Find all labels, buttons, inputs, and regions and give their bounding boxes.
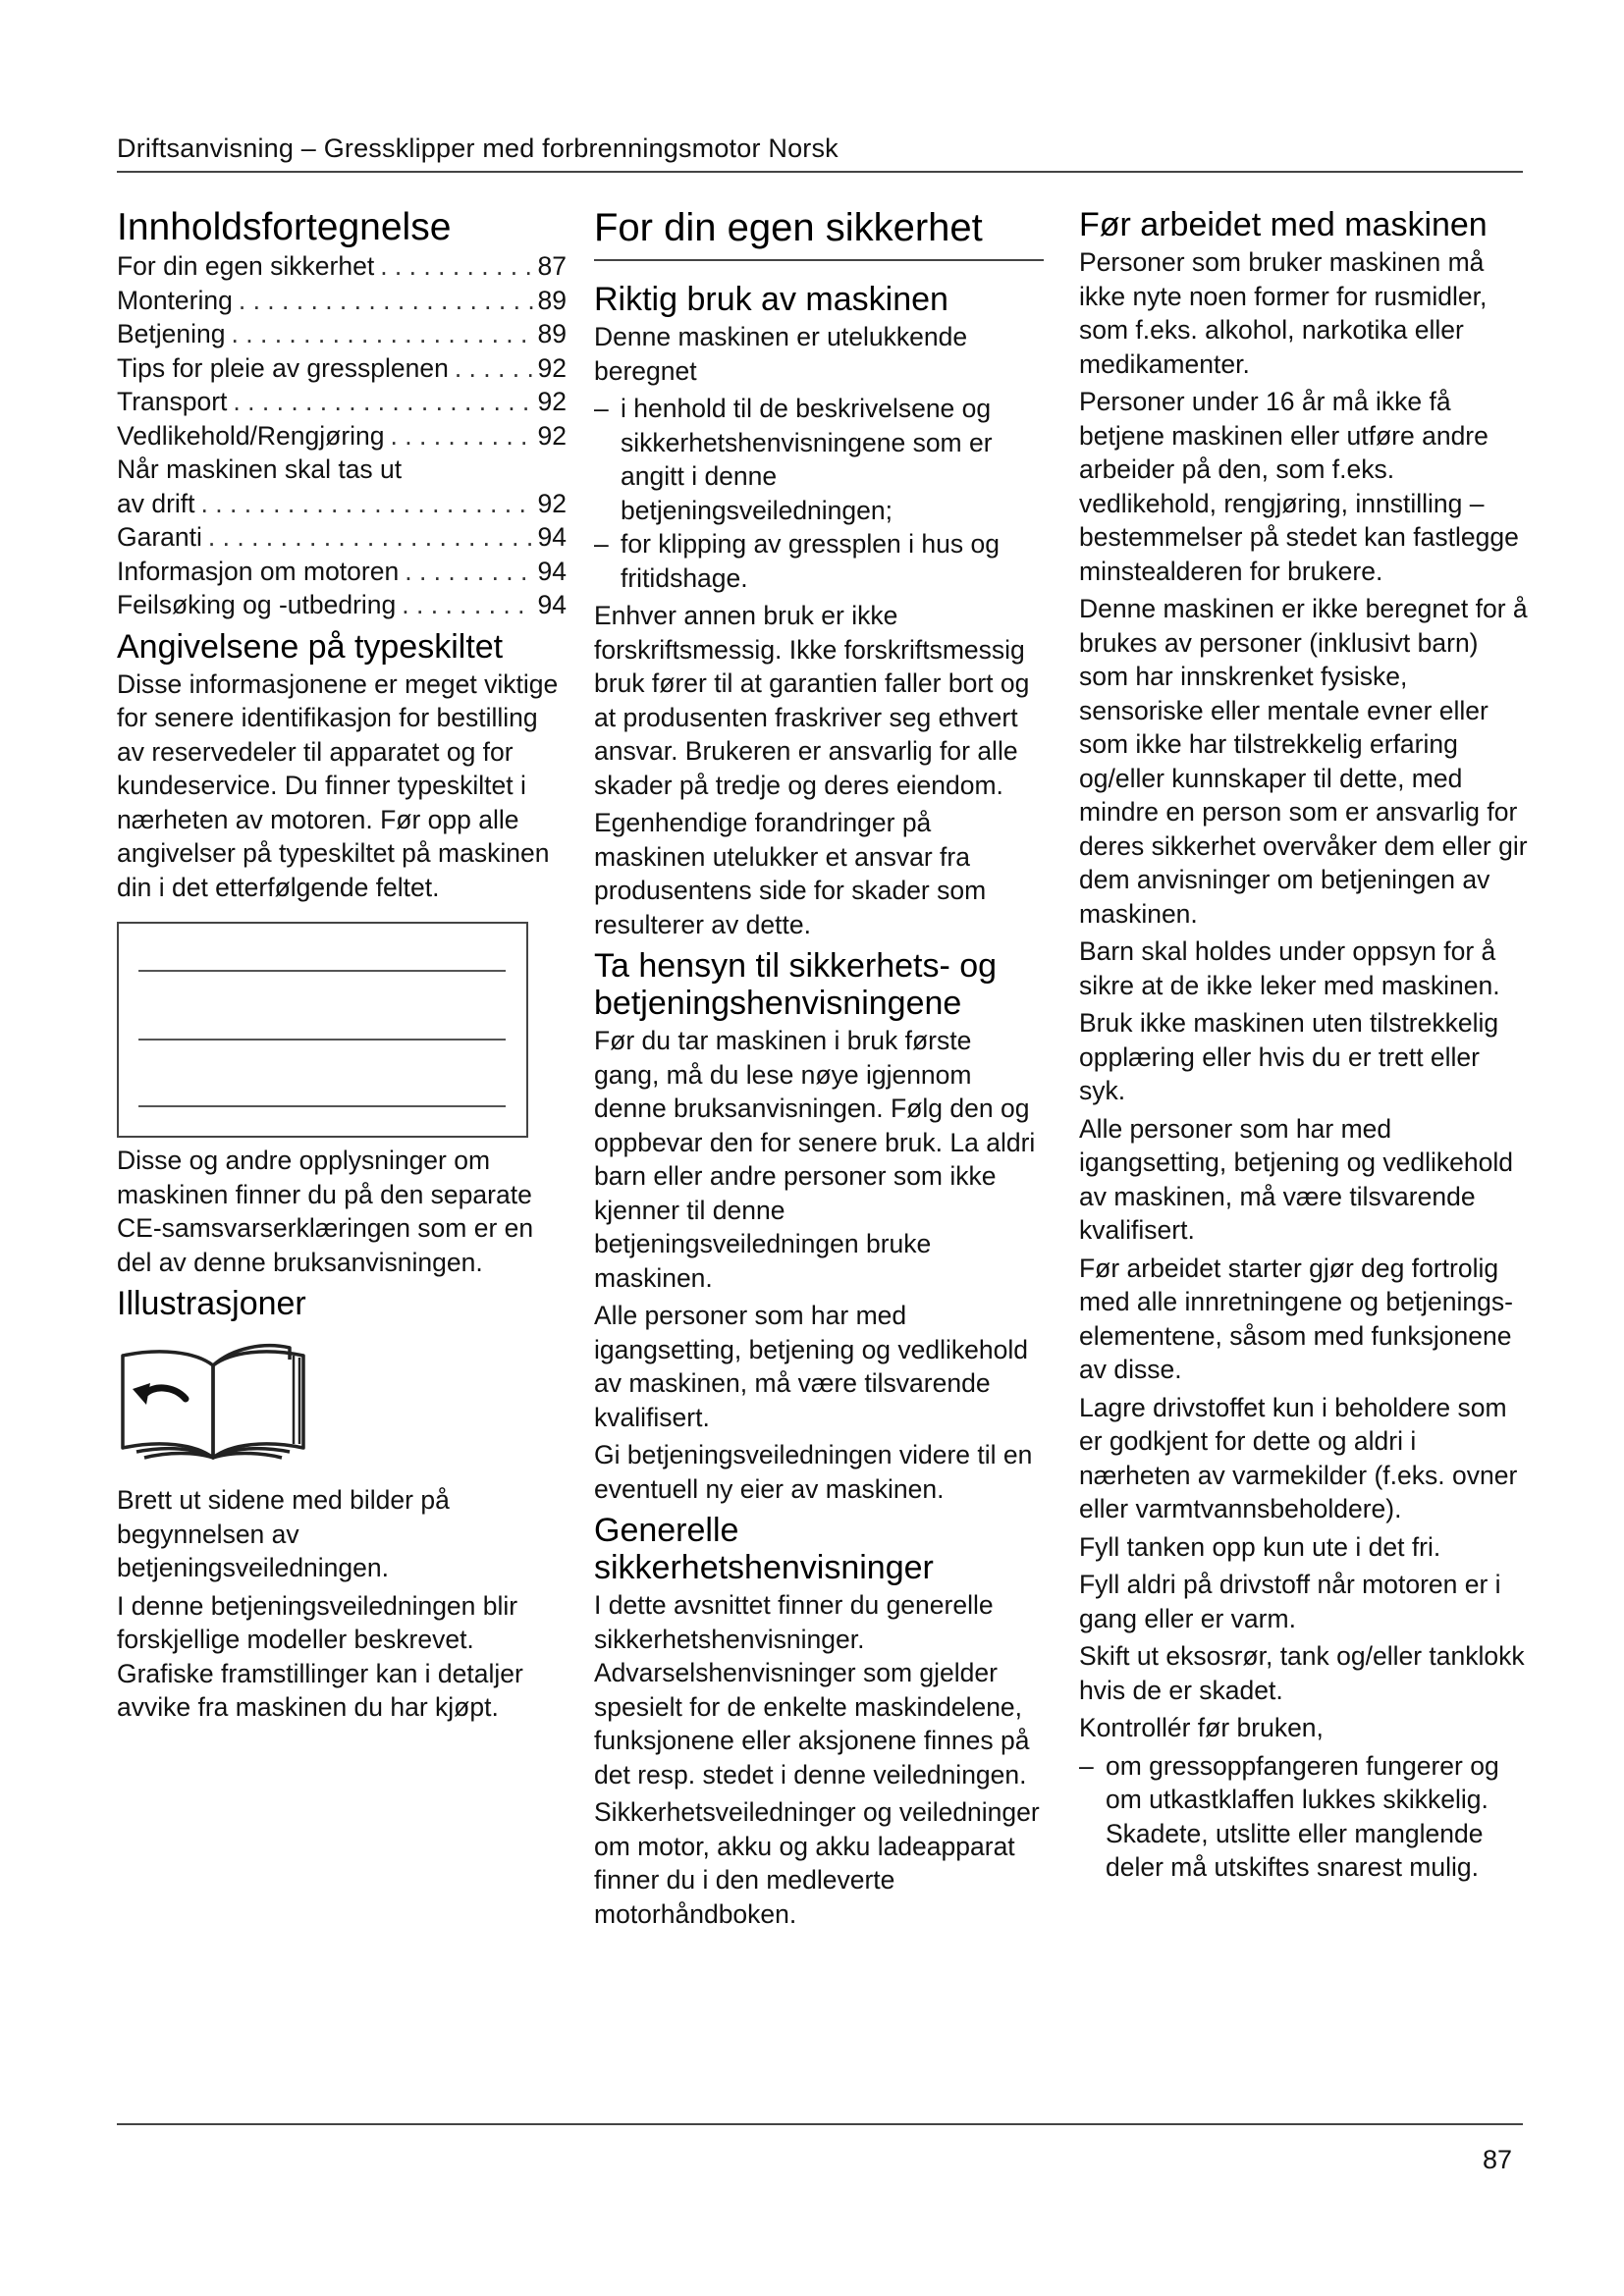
proper-use-intro: Denne maskinen er utelukkende beregnet — [594, 322, 968, 386]
toc-entry[interactable]: Tips for pleie av gressplenen . . . 92 — [117, 351, 567, 386]
typeplate-after-text: Disse og andre opplysninger om maskinen finner du på den separate CE-samsvarserklæringen som er en del av denne bruksanvisningen. — [117, 1146, 534, 1277]
header-divider — [117, 171, 1523, 173]
typeplate-text: Disse informasjonene er meget viktige for senere identifikasjon for bestilling av reservedeler til apparatet og for kundeservice. Du finner typeskiltet i nærheten av motoren. Før opp alle angivelser på typeskiltet på maskinen din i det etterfølgende feltet. — [117, 668, 559, 902]
before-work-paragraph: Denne maskinen er ikke beregnet for å brukes av personer (inklusivt barn) som har innskrenket fysiske, sensoriske eller mentale evner eller som ikke har tilstrekkelig erfaring og/eller kunnskaper til dette, med mindre en person som er ansvarlig for deres sikkerhet overvåker dem eller gir dem anvisninger om betjeningen av maskinen. — [1079, 594, 1528, 929]
proper-use-text-1: Enhver annen bruk er ikke forskriftsmessig. Ikke forskriftsmessig bruk fører til at garantien faller bort og at produsenten fraskriver seg ethvert ansvar. Brukeren er ansvarlig for alle skader på tredje og deres eiendom. — [594, 601, 1030, 800]
observe-text-3: Gi betjeningsveiledningen videre til en eventuell ny eier av maskinen. — [594, 1440, 1033, 1504]
before-work-paragraph: Personer som bruker maskinen må ikke nyte noen former for rusmidler, som f.eks. alkohol, narkotika eller medikamenter. — [1079, 247, 1488, 379]
safety-title: For din egen sikkerhet — [594, 206, 1044, 261]
toc-entry-line1: Når maskinen skal tas ut — [117, 454, 403, 484]
general-safety-heading: Generelle sikkerhetshenvisninger — [594, 1512, 934, 1586]
before-work-heading: Før arbeidet med maskinen — [1079, 206, 1488, 243]
toc-entry[interactable]: Vedlikehold/Rengjøring . . . 92 — [117, 419, 567, 454]
typeplate-heading: Angivelsene på typeskiltet — [117, 627, 504, 666]
before-work-paragraph: Kontrollér før bruken, — [1079, 1713, 1324, 1742]
running-header: Driftsanvisning – Gressklipper med forbrenningsmotor Norsk — [117, 133, 839, 163]
column-2 — [594, 206, 1044, 1935]
column-3 — [1079, 206, 1529, 1889]
toc-entry[interactable]: av drift . . . 92 — [117, 487, 567, 521]
before-work-paragraph: Personer under 16 år må ikke få betjene maskinen eller utføre andre arbeider på den, som f.eks. vedlikehold, rengjøring, innstilling – bestemmelser på stedet kan fastlegge minstealderen for brukere. — [1079, 387, 1519, 586]
fill-in-line[interactable] — [138, 970, 506, 972]
illustrations-heading: Illustrasjoner — [117, 1285, 306, 1322]
before-work-paragraph: Alle personer som har med igangsetting, betjening og vedlikehold av maskinen, må være tilsvarende kvalifisert. — [1079, 1113, 1513, 1245]
toc-entry[interactable]: Informasjon om motoren . . . 94 — [117, 555, 567, 589]
toc-entry[interactable]: Transport . . . 92 — [117, 385, 567, 419]
observe-text-2: Alle personer som har med igangsetting, betjening og vedlikehold av maskinen, må være tilsvarende kvalifisert. — [594, 1301, 1028, 1432]
toc-entry[interactable]: Garanti . . . 94 — [117, 520, 567, 555]
list-item: – for klipping av gressplen i hus og fritidshage. — [594, 529, 1000, 593]
observe-instructions-heading: Ta hensyn til sikkerhets- og betjeningshenvisningene — [594, 947, 998, 1022]
toc-entry[interactable]: Montering . . . 89 — [117, 284, 567, 318]
observe-text-1: Før du tar maskinen i bruk første gang, må du lese nøye igjennom denne bruksanvisningen. Følg den og oppbevar den for senere bruk. La aldri barn eller andre personer som ikke kjenner til denne betjeningsveiledningen bruke maskinen. — [594, 1026, 1036, 1293]
general-safety-text-1: I dette avsnittet finner du generelle sikkerhetshenvisninger. Advarselshenvisninger som gjelder spesielt for de enkelte maskindelene, funksjonene eller aksjonene finnes på det resp. stedet i denne veiledningen. — [594, 1590, 1030, 1789]
page-number: 87 — [1483, 2145, 1513, 2174]
before-work-paragraph: Fyll tanken opp kun ute i det fri. — [1079, 1531, 1441, 1562]
list-item: – i henhold til de beskrivelsene og sikkerhetshenvisningene som er angitt i denne betjeningsveiledningen; — [594, 394, 993, 525]
illustrations-text-2: I denne betjeningsveiledningen blir forskjellige modeller beskrevet. Grafiske framstillinger kan i detaljer avvike fra maskinen du har kjøpt. — [117, 1590, 523, 1722]
list-item: – om gressoppfangeren fungerer og om utkastklaffen lukkes skikkelig. Skadete, utslitte eller manglende deler må utskiftes snarest mulig. — [1079, 1750, 1499, 1882]
footer-divider — [117, 2123, 1523, 2125]
before-work-paragraph: Skift ut eksosrør, tank og/eller tanklokk hvis de er skadet. — [1079, 1641, 1525, 1705]
general-safety-text-2: Sikkerhetsveiledninger og veiledninger om motor, akku og akku ladeapparat finner du i den medleverte motorhåndboken. — [594, 1797, 1040, 1929]
before-work-paragraph: Lagre drivstoffet kun i beholdere som er godkjent for dette og aldri i nærheten av varmekilder (f.eks. ovner eller varmtvannsbeholdere). — [1079, 1392, 1518, 1523]
check-list — [1079, 1749, 1529, 1885]
before-work-paragraph: Fyll aldri på drivstoff når motoren er i gang eller er varm. — [1079, 1570, 1501, 1633]
toc-entry[interactable]: Betjening . . . 89 — [117, 317, 567, 351]
before-work-paragraph: Bruk ikke maskinen uten tilstrekkelig opplæring eller hvis du er trett eller syk. — [1079, 1008, 1499, 1105]
illustrations-text-1: Brett ut sidene med bilder på begynnelsen av betjeningsveiledningen. — [117, 1485, 450, 1582]
before-work-paragraph: Barn skal holdes under oppsyn for å sikre at de ikke leker med maskinen. — [1079, 936, 1500, 1000]
toc-title: Innholdsfortegnelse — [117, 206, 452, 248]
proper-use-list — [594, 392, 1044, 595]
fill-in-line[interactable] — [138, 1105, 506, 1107]
column-1 — [117, 206, 567, 1729]
fill-in-line[interactable] — [138, 1039, 506, 1041]
proper-use-heading: Riktig bruk av maskinen — [594, 281, 948, 318]
toc-entry[interactable]: Feilsøking og -utbedring . . . 94 — [117, 588, 567, 622]
book-unfold-icon — [117, 1338, 309, 1466]
before-work-paragraph: Før arbeidet starter gjør deg fortrolig med alle innretningene og betjenings-elementene, såsom med funksjonene av disse. — [1079, 1253, 1513, 1384]
typeplate-fill-in-box[interactable] — [117, 922, 528, 1138]
toc-entry[interactable]: For din egen sikkerhet . . . 87 — [117, 249, 567, 284]
proper-use-text-2: Egenhendige forandringer på maskinen utelukker et ansvar fra produsentens side for skader som resulterer av dette. — [594, 808, 987, 939]
toc-list — [117, 249, 567, 622]
